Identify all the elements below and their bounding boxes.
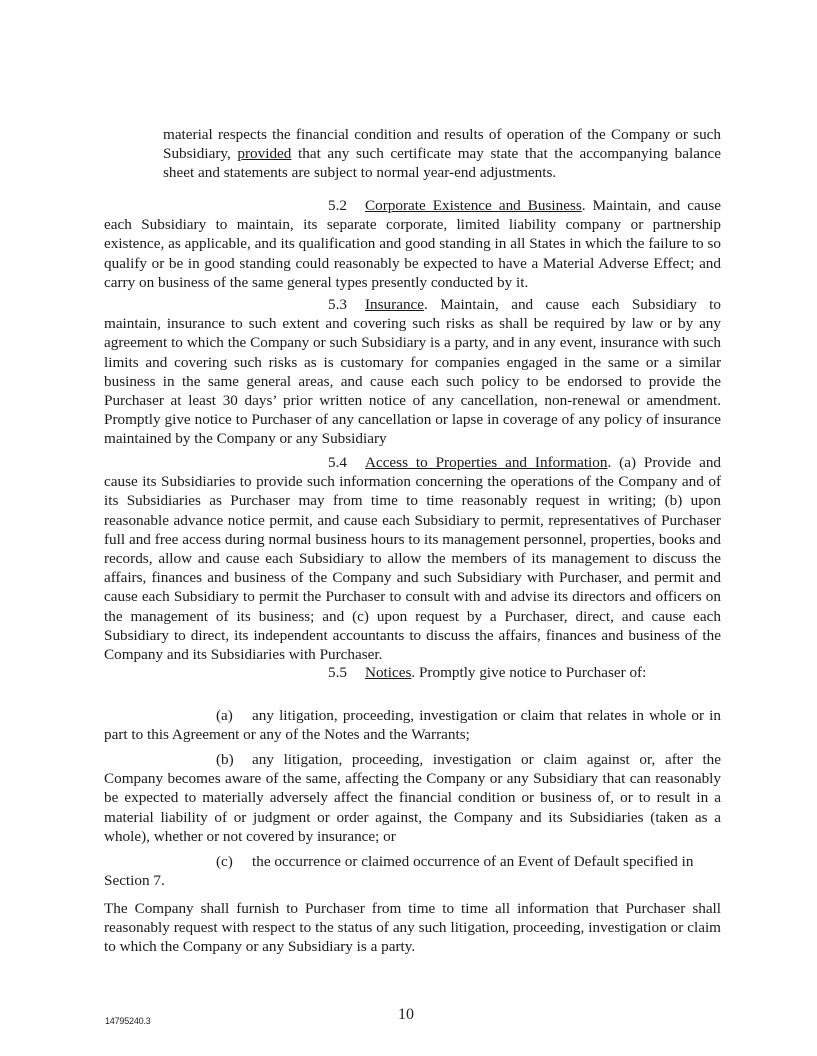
item-label: (a) [216,707,233,724]
section-heading: Insurance [364,296,425,313]
section-body: . Promptly give notice to Purchaser of: [411,664,647,681]
item-label: (c) [216,853,233,870]
section-5-3 [104,295,721,449]
page-number: 10 [398,1006,414,1023]
section-number: 5.3 [328,296,347,313]
closing-paragraph: The Company shall furnish to Purchaser from time to time all information that Purchaser shall reasonably request with respect to the status of any such litigation, proceeding, investigation or claim to which the Company or any Subsidiary is a party. [104,900,721,956]
section-number: 5.4 [328,454,347,471]
continuation-paragraph [163,125,721,183]
notice-item-c [104,852,721,890]
item-text: any litigation, proceeding, investigation or claim that relates in whole or in part to this Agreement or any of the Notes and the Warrants; [104,707,721,744]
section-body: . Maintain, and cause each Subsidiary to maintain, insurance to such extent and covering such risks as shall be required by law or by any agreement to which the Company or such Subsidiary is a party, and in any event, insurance with such limits and covering such risks as is customary for companies engaged in the same or a similar business in the same general areas, and cause each such policy to be endorsed to provide the Purchaser at least 30 days’ prior written notice of any cancellation, non-renewal or amendment. Promptly give notice to Purchaser of any cancellation or lapse in coverage of any policy of insurance maintained by the Company or any Subsidiary [104,296,721,448]
item-text: any litigation, proceeding, investigation or claim against or, after the Company becomes aware of the same, affecting the Company or any Subsidiary that can reasonably be expected to materially adversely affect the financial condition or business of, or to result in a material liability of or judgment or order against, the Company and its Subsidiaries (taken as a whole), whether or not covered by insurance; or [104,751,721,845]
section-heading: Access to Properties and Information [364,454,608,471]
section-5-4 [104,453,721,664]
continuation-text-2: that any such certificate may state that the accompanying balance sheet and statements are subject to normal year-end adjustments. [163,145,722,182]
section-number: 5.5 [328,664,347,681]
continuation-text-1: material respects the financial condition and results of operation of the Company or such Subsidiary, [163,126,721,163]
notice-item-a [104,706,721,744]
provided-term: provided [237,145,292,163]
section-body: . (a) Provide and cause its Subsidiaries to provide such information concerning the operations of the Company and of its Subsidiaries as Purchaser may from time to time reasonably request in writing; (b) upon reasonable advance notice permit, and cause each Subsidiary to permit, representatives of Purchaser full and free access during normal business hours to its management personnel, properties, books and records, allow and cause each Subsidiary to allow the members of its management to discuss the affairs, finances and business of the Company and such Subsidiary with Purchaser, and permit and cause each Subsidiary to permit the Purchaser to consult with and advise its directors and officers on the management of its business; and (c) upon request by a Purchaser, direct, and cause each Subsidiary to direct, its independent accountants to discuss the affairs, finances and business of the Company and its Subsidiaries with Purchaser. [104,454,722,664]
item-label: (b) [216,751,234,768]
section-number: 5.2 [328,197,347,214]
section-heading: Corporate Existence and Business [364,197,582,214]
section-body: . Maintain, and cause each Subsidiary to maintain, its separate corporate, limited liability company or partnership existence, as applicable, and its qualification and good standing in all States in which the failure to so qualify or be in good standing could reasonably be expected to have a Material Adverse Effect; and carry on business of the same general types presently conducted by it. [104,197,721,291]
notice-item-b [104,750,721,846]
section-5-2 [104,196,721,292]
section-heading: Notices [364,664,412,681]
section-5-5 [104,663,721,682]
document-id: 14795240.3 [105,1016,151,1026]
item-continuation: Section 7. [104,872,165,890]
item-text: the occurrence or claimed occurrence of an Event of Default specified in [252,853,694,870]
